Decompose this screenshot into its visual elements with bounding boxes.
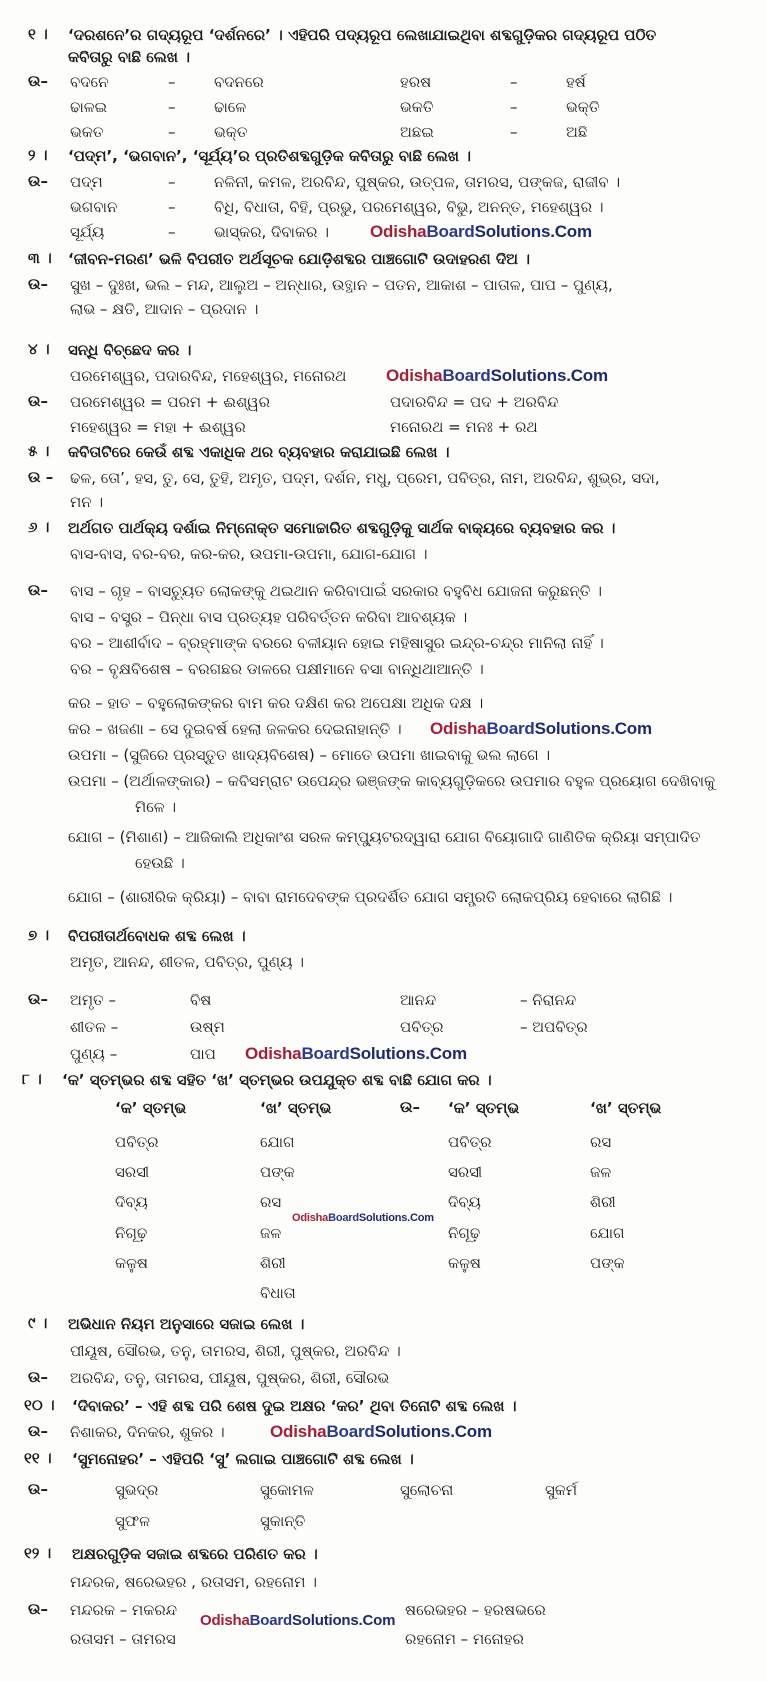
table-cell: ଆନନ୍ଦ [400, 991, 437, 1009]
table-cell: ଦିବ୍ୟ [115, 1193, 148, 1211]
answer-text: ବର – ବୃକ୍ଷବିଶେଷ – ବରଗଛର ଡାଳରେ ପକ୍ଷୀମାନେ ବସା ବାନ୍ଧିଥାଆନ୍ତି । [70, 660, 484, 678]
table-cell: – [510, 73, 518, 91]
question-text: ‘ପଦ୍ମ’, ‘ଭଗବାନ’, ‘ସୂର୍ଯ୍ୟ’ର ପ୍ରତିଶବ୍ଦଗୁଡ଼ିକ କବିତାରୁ ବାଛି ଲେଖ । [68, 147, 471, 165]
answer-text: ଉପମା – (ଅର୍ଥାଳଙ୍କାର) – କବିସମ୍ରାଟ ଉପେନ୍ଦ୍ର ଭଞ୍ଜଙ୍କ କାବ୍ୟଗୁଡ଼ିକରେ ଉପମାର ବହୁଳ ପ୍ରୟୋଗ ଦେଖିବାକୁ [68, 772, 716, 790]
table-cell: ସୁକାନ୍ତି [260, 1512, 306, 1530]
question-number: ୬ । [28, 518, 50, 536]
table-cell: ଭକ୍ତ [214, 123, 248, 141]
table-cell: ଭକତି [400, 98, 434, 116]
column-header: ‘କ’ ସ୍ତମ୍ଭ [448, 1099, 520, 1117]
table-cell: ସୁଲୋଚନା [400, 1481, 454, 1499]
question-words: ପରମେଶ୍ୱର, ପଦାରବିନ୍ଦ, ମହେଶ୍ୱର, ମନୋରଥ [70, 367, 347, 385]
question-words: ଅମୃତ, ଆନନ୍ଦ, ଶୀତଳ, ପବିତ୍ର, ପୁଣ୍ୟ । [70, 953, 304, 971]
question-number: ୮ । [22, 1070, 42, 1088]
answer-text: ମିଳେ । [135, 798, 177, 816]
watermark: OdishaBoardSolutions.Com [386, 366, 608, 385]
watermark: OdishaBoardSolutions.Com [370, 222, 592, 241]
answer-text: କର – ହାତ – ବହୁଲୋକଙ୍କର ବାମ କର ଦକ୍ଷିଣ କର ଅପେକ୍ଷା ଅଧିକ ଦକ୍ଷ । [68, 694, 484, 712]
answer-label: ଉ– [28, 581, 48, 599]
table-cell: ପଦାରବିନ୍ଦ = ପଦ + ଅରବିନ୍ଦ [390, 393, 559, 411]
table-cell: ନିଗୂଢ଼ [115, 1224, 148, 1242]
table-cell: ହର୍ଷ [566, 73, 586, 91]
question-text: ‘ଦରଶନେ’ର ଗଦ୍ୟରୂପ ‘ଦର୍ଶନରେ’ । ଏହିପରି ପଦ୍ୟରୂପ ଲେଖାଯାଇଥିବା ଶବ୍ଦଗୁଡ଼ିକର ଗଦ୍ୟରୂପ ପଠିତ [68, 26, 657, 44]
answer-text: କର – ଖଜଣା – ସେ ଦୁଇବର୍ଷ ହେଲା ଜଳକର ଦେଇନାହାନ୍ତି । [68, 720, 402, 738]
table-cell: କଳୁଷ [448, 1254, 481, 1272]
table-cell: ଜଳ [260, 1224, 282, 1242]
table-cell: ଭକ୍ତି [566, 98, 600, 116]
table-cell: – [168, 223, 176, 241]
table-cell: ପଦ୍ମ [70, 173, 103, 191]
table-cell: ବିଷ [190, 991, 212, 1009]
answer-text: ସୁଖ – ଦୁଃଖ, ଭଲ – ମନ୍ଦ, ଆଲୁଅ – ଅନ୍ଧାର, ଉତ୍ଥାନ – ପତନ, ଆକାଶ – ପାତାଳ, ପାପ – ପୁଣ୍ୟ, [70, 276, 613, 294]
table-cell: ରତାସମ – ତାମରସ [70, 1630, 176, 1648]
question-number: ୨ । [28, 146, 48, 164]
question-number: ୫ । [28, 442, 50, 460]
table-cell: ପବିତ୍ର [400, 1018, 444, 1036]
question-number: ୧୧ । [24, 1449, 52, 1467]
question-number: ୯ । [28, 1314, 48, 1332]
table-cell: ଶିରୀ [260, 1254, 286, 1272]
table-cell: – [168, 123, 176, 141]
answer-label: ଉ– [28, 1368, 48, 1386]
table-cell: ଅଛି [566, 123, 588, 141]
table-cell: ଯୋଗ [260, 1133, 295, 1151]
question-number: ୭ । [28, 926, 50, 944]
question-number: ୧ । [28, 25, 48, 43]
table-cell: ବିଧାତା [260, 1284, 296, 1302]
question-text: କବିତାଟିରେ କେଉଁ ଶବ୍ଦ ଏକାଧିକ ଥର ବ୍ୟବହାର କରାଯାଇଛି ଲେଖ । [68, 443, 450, 461]
answer-text: ଢଳ, ତୋ’, ହସ, ତୁ, ସେ, ତୁହି, ଅମୃତ, ପଦ୍ମ, ଦର୍ଶନ, ମଧୁ, ପ୍ରେମ, ପବିତ୍ର, ନାମ, ଅରବିନ୍ଦ, ଶୁଭ୍ର, ସଦା, [70, 469, 660, 487]
answer-label: ଉ– [28, 275, 48, 293]
answer-label: ଉ– [28, 172, 48, 190]
question-text: ଅଭିଧାନ ନିୟମ ଅନୁସାରେ ସଜାଇ ଲେଖ । [68, 1315, 305, 1333]
question-words: ବାସ-ବାସ, ବର-ବର, କର-କର, ଉପମା-ଉପମା, ଯୋଗ-ଯୋଗ । [70, 545, 428, 563]
answer-text: ଯୋଗ – (ମିଶାଣ) – ଆଜିକାଲି ଅଧିକାଂଶ ସରଳ କମ୍ପ୍ୟୁଟରଦ୍ୱାରା ଯୋଗ ବିୟୋଗାଦି ଗାଣିତିକ କ୍ରିୟା ସମ୍ପାଦିତ [68, 828, 701, 846]
question-text: ‘ଦିବାକର’ – ଏହି ଶବ୍ଦ ପରି ଶେଷ ଦୁଇ ଅକ୍ଷର ‘କର’ ଥିବା ତିନୋଟି ଶବ୍ଦ ଲେଖ । [72, 1397, 517, 1415]
answer-text: ଉପମା – (ସୁଜିରେ ପ୍ରସ୍ତୁତ ଖାଦ୍ୟବିଶେଷ) – ମୋତେ ଉପମା ଖାଇବାକୁ ଭଲ ଲାଗେ । [68, 746, 551, 764]
table-cell: ଅଛଇ [400, 123, 434, 141]
answer-text: ବର – ଆଶୀର୍ବାଦ – ବ୍ରହ୍ମାଙ୍କ ବରରେ ବଳୀୟାନ ହୋଇ ମହିଷାସୁର ଇନ୍ଦ୍ର-ଚନ୍ଦ୍ର ମାନିଲା ନାହିଁ । [70, 634, 604, 652]
table-cell: – [510, 98, 518, 116]
table-cell: ପରମେଶ୍ୱର = ପରମ + ଈଶ୍ୱର [70, 393, 271, 411]
table-cell: ସୁଫଳ [115, 1512, 151, 1530]
table-cell: ଢାଳଇ [70, 98, 108, 116]
table-cell: ସରସୀ [115, 1163, 150, 1181]
table-cell: – [168, 98, 176, 116]
table-cell: ନିଗୂଢ଼ [448, 1224, 481, 1242]
table-cell: – ନିରାନନ୍ଦ [520, 991, 577, 1009]
table-cell: ମନ୍ଦରକ – ମକରନ୍ଦ [70, 1601, 178, 1619]
table-cell: କଳୁଷ [115, 1254, 148, 1272]
table-cell: ସୁଭଦ୍ର [115, 1481, 159, 1499]
answer-label: ଉ – [28, 468, 54, 486]
watermark: OdishaBoardSolutions.Com [292, 1212, 434, 1224]
table-cell: ରହନୋମ – ମନୋହର [405, 1630, 524, 1648]
column-header: ‘ଖ’ ସ୍ତମ୍ଭ [590, 1099, 662, 1117]
table-cell: ବଦନରେ [214, 73, 264, 91]
table-cell: ପବିତ୍ର [448, 1133, 492, 1151]
table-cell: ରସ [260, 1193, 282, 1211]
question-words: ମନ୍ଦରକ, ଷରେଭହର , ରତାସମ, ରହନୋମ । [70, 1573, 317, 1591]
question-text: ଅର୍ଥଗତ ପାର୍ଥକ୍ୟ ଦର୍ଶାଇ ନିମ୍ନୋକ୍ତ ସମୋଚ୍ଚାରିତ ଶବ୍ଦଗୁଡ଼ିକୁ ସାର୍ଥକ ବାକ୍ୟରେ ବ୍ୟବହାର କର । [68, 519, 616, 537]
table-cell: ଉଷ୍ମ [190, 1018, 225, 1036]
answer-text: ବାସ – ଗୃହ – ବାସଚ୍ୟୁତ ଲୋକଙ୍କୁ ଥଇଥାନ କରିବାପାଇଁ ସରକାର ବହୁବିଧ ଯୋଜନା କରୁଛନ୍ତି । [70, 582, 603, 600]
answer-text: ଲାଭ – କ୍ଷତି, ଆଦାନ – ପ୍ରଦାନ । [70, 300, 259, 318]
answer-text: ହେଉଛି । [135, 854, 185, 872]
column-header: ‘ଖ’ ସ୍ତମ୍ଭ [260, 1099, 332, 1117]
question-number: ୧୨ । [24, 1544, 52, 1562]
table-cell: – [168, 198, 176, 216]
table-cell: ଯୋଗ [590, 1224, 625, 1242]
table-cell: ଭାସ୍କର, ଦିବାକର । [214, 223, 329, 241]
table-cell: ପବିତ୍ର [115, 1133, 159, 1151]
table-cell: ପୁଣ୍ୟ – [70, 1045, 118, 1063]
answer-label: ଉ– [28, 392, 48, 410]
table-cell: ଶୀତଳ – [70, 1018, 119, 1036]
question-text: ‘ସୁମନୋହର’ – ଏହିପରି ‘ସୁ’ ଲଗାଇ ପାଞ୍ଚଗୋଟି ଶବ୍ଦ ଲେଖ । [72, 1450, 414, 1468]
question-text: ସନ୍ଧି ବିଚ୍ଛେଦ କର । [68, 341, 192, 359]
answer-label: ଉ– [28, 1480, 48, 1498]
table-cell: – ଅପବିତ୍ର [520, 1018, 588, 1036]
column-header: ‘କ’ ସ୍ତମ୍ଭ [115, 1099, 187, 1117]
table-cell: ପଙ୍କ [260, 1163, 295, 1181]
answer-text: ନିଶାକର, ଦିନକର, ଶୁକର । [70, 1423, 225, 1441]
table-cell: ଷରେଭହର – ହରଷଭରେ [405, 1601, 546, 1619]
answer-label: ଉ– [28, 1600, 48, 1618]
watermark: OdishaBoardSolutions.Com [270, 1422, 492, 1441]
watermark: OdishaBoardSolutions.Com [430, 719, 652, 738]
answer-text: ମନ । [70, 493, 104, 511]
table-cell: – [168, 73, 176, 91]
table-cell: ପାପ [190, 1045, 216, 1063]
question-text: ବିପରୀତାର୍ଥବୋଧକ ଶବ୍ଦ ଲେଖ । [68, 927, 246, 945]
question-text: ‘କ’ ସ୍ତମ୍ଭର ଶବ୍ଦ ସହିତ ‘ଖ’ ସ୍ତମ୍ଭର ଉପଯୁକ୍ତ ଶବ୍ଦ ବାଛି ଯୋଗ କର । [62, 1071, 492, 1089]
answer-label: ଉ– [28, 1422, 48, 1440]
table-cell: ମହେଶ୍ୱର = ମହା + ଈଶ୍ୱର [70, 418, 246, 436]
watermark: OdishaBoardSolutions.Com [200, 1612, 396, 1629]
table-cell: ଅମୃତ – [70, 991, 117, 1009]
table-cell: – [510, 123, 518, 141]
table-cell: ଭକତ [70, 123, 104, 141]
question-number: ୪ । [28, 340, 50, 358]
question-text: ଅକ୍ଷରଗୁଡ଼ିକ ସଜାଇ ଶବ୍ଦରେ ପରିଣତ କର । [72, 1545, 318, 1563]
answer-label: ଉ– [400, 1098, 420, 1116]
question-number: ୧୦ । [24, 1396, 55, 1414]
table-cell: ଦିବ୍ୟ [448, 1193, 481, 1211]
answer-label: ଉ– [28, 72, 48, 90]
table-cell: ସରସୀ [448, 1163, 483, 1181]
table-cell: ସୁକର୍ମ [545, 1481, 578, 1499]
question-text: କବିତାରୁ ବାଛି ଲେଖ । [68, 48, 190, 66]
question-words: ପୀୟୂଷ, ସୌରଭ, ତନୁ, ତାମରସ, ଶିରୀ, ପୁଷ୍କର, ଅରବିନ୍ଦ । [70, 1342, 401, 1360]
table-cell: ଭଗବାନ [70, 198, 118, 216]
answer-text: ଅରବିନ୍ଦ, ତନୁ, ତାମରସ, ପୀୟୂଷ, ପୁଷ୍କର, ଶିରୀ, ସୌରଭ [70, 1369, 390, 1387]
table-cell: ମନୋରଥ = ମନଃ + ରଥ [390, 418, 538, 436]
table-cell: ନଳିନୀ, କମଳ, ଅରବିନ୍ଦ, ପୁଷ୍କର, ଉତ୍ପଳ, ତାମରସ, ପଙ୍କଜ, ରାଜୀବ । [214, 173, 621, 191]
answer-text: ଯୋଗ – (ଶାରୀରିକ କ୍ରିୟା) – ବାବା ରାମଦେବଙ୍କ ପ୍ରଦର୍ଶିତ ଯୋଗ ସମ୍ପ୍ରତି ଲୋକପ୍ରିୟ ହେବାରେ ଲାଗିଛି । [68, 888, 673, 906]
table-cell: ଶିରୀ [590, 1193, 616, 1211]
table-cell: ରସ [590, 1133, 612, 1151]
table-cell: ବଦନେ [70, 73, 109, 91]
table-cell: ସୂର୍ଯ୍ୟ [70, 223, 105, 241]
table-cell: ଢାଳେ [214, 98, 247, 116]
table-cell: ସୁକୋମଳ [260, 1481, 314, 1499]
watermark: OdishaBoardSolutions.Com [245, 1044, 467, 1063]
question-text: ‘ଜୀବନ-ମରଣ’ ଭଳି ବିପରୀତ ଅର୍ଥସୂଚକ ଯୋଡ଼ିଶବ୍ଦର ପାଞ୍ଚଗୋଟି ଉଦାହରଣ ଦିଅ । [68, 250, 530, 268]
answer-label: ଉ– [28, 990, 48, 1008]
table-cell: – [168, 173, 176, 191]
question-number: ୩ । [28, 249, 52, 267]
table-cell: ପଙ୍କ [590, 1254, 625, 1272]
table-cell: ହରଷ [400, 73, 432, 91]
answer-text: ବାସ – ବସ୍ତ୍ର – ପିନ୍ଧା ବାସ ପ୍ରତ୍ୟହ ପରିବର୍ତ୍ତନ କରିବା ଆବଶ୍ୟକ । [70, 608, 468, 626]
table-cell: ଜଳ [590, 1163, 612, 1181]
table-cell: ବିଧି, ବିଧାତା, ବିହି, ପ୍ରଭୁ, ପରମେଶ୍ୱର, ବିଭୁ, ଅନନ୍ତ, ମହେଶ୍ୱର । [214, 198, 604, 216]
